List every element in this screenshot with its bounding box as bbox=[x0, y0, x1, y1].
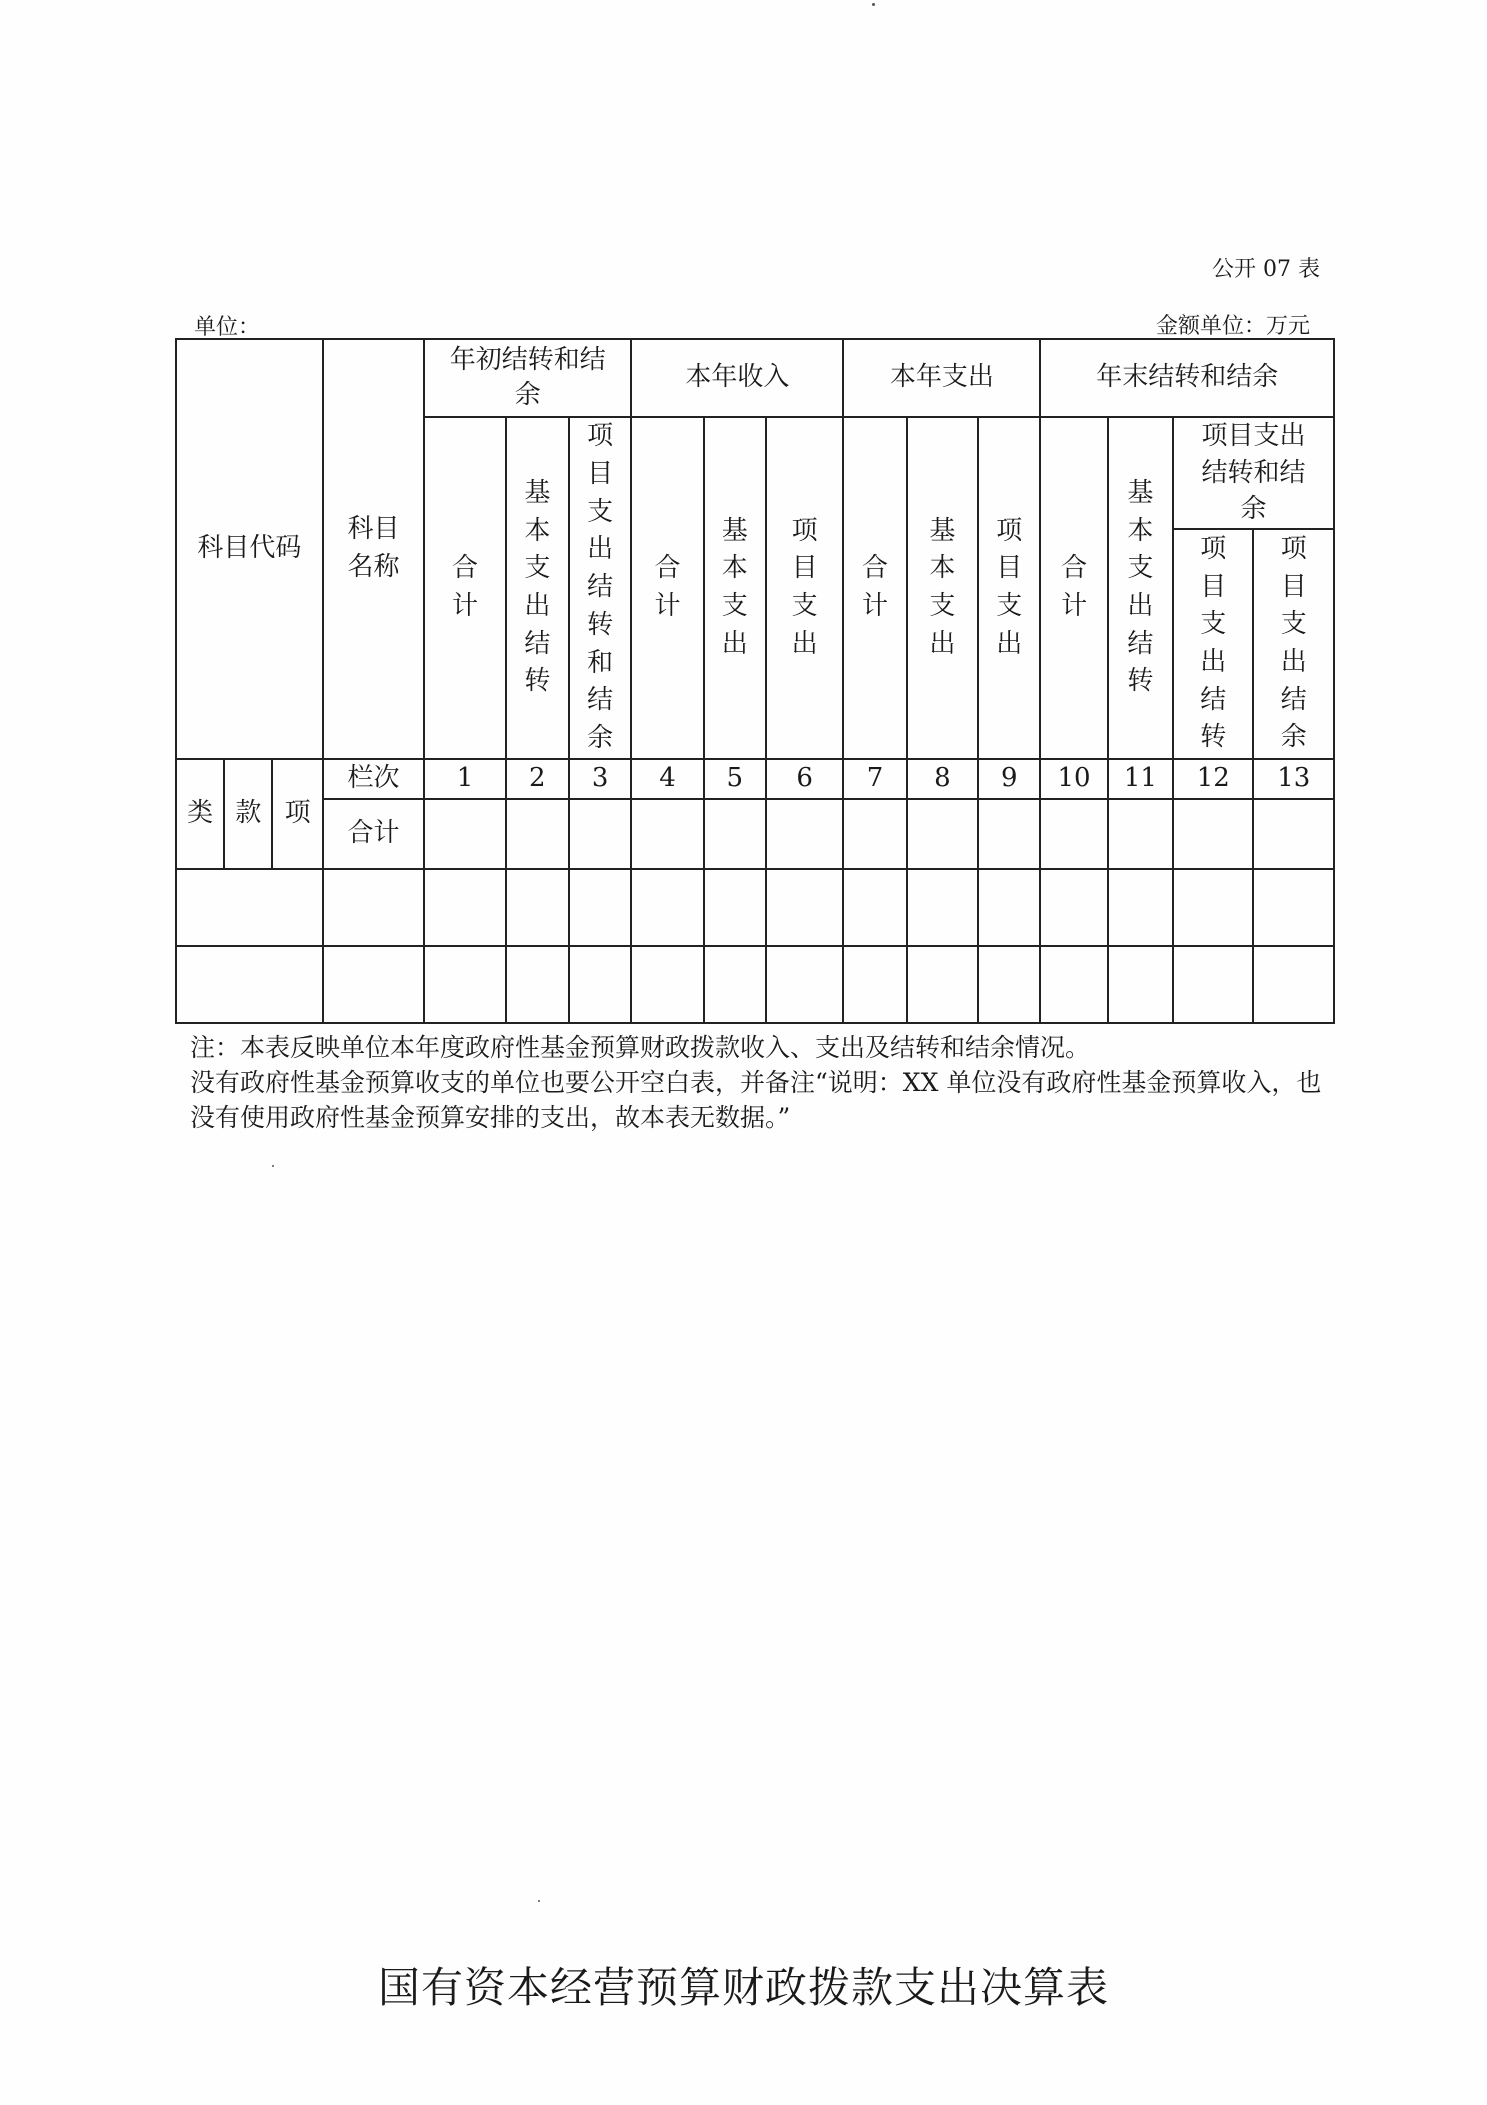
table-cell bbox=[631, 869, 703, 946]
table-cell bbox=[1040, 799, 1107, 869]
column-number: 4 bbox=[631, 759, 703, 799]
table-cell bbox=[569, 799, 631, 869]
table-cell bbox=[1108, 869, 1173, 946]
fund-budget-table bbox=[175, 338, 1335, 1024]
table-cell bbox=[766, 799, 843, 869]
table-cell bbox=[424, 946, 505, 1023]
column-number: 1 bbox=[424, 759, 505, 799]
table-cell bbox=[424, 799, 505, 869]
expense-project-header: 项 目 支 出 bbox=[978, 417, 1040, 759]
unit-label: 单位： bbox=[194, 315, 261, 340]
table-cell bbox=[569, 869, 631, 946]
closing-project-group-header: 项目支出 结转和结 余 bbox=[1173, 417, 1334, 529]
column-number: 12 bbox=[1173, 759, 1253, 799]
table-cell bbox=[843, 946, 906, 1023]
scan-speck bbox=[872, 3, 875, 6]
income-total-header: 合 计 bbox=[631, 417, 703, 759]
table-cell bbox=[1253, 869, 1334, 946]
table-cell bbox=[907, 799, 978, 869]
table-row bbox=[176, 869, 1334, 946]
table-cell bbox=[1040, 869, 1107, 946]
current-expense-header: 本年支出 bbox=[843, 339, 1040, 417]
table-cell bbox=[424, 869, 505, 946]
expense-total-header: 合 计 bbox=[843, 417, 906, 759]
table-cell bbox=[1040, 946, 1107, 1023]
note-line-2: 没有政府性基金预算收支的单位也要公开空白表，并备注“说明：XX 单位没有政府性基金预算收入，也没有使用政府性基金预算安排的支出，故本表无数据。” bbox=[190, 1068, 1322, 1132]
column-number: 10 bbox=[1040, 759, 1107, 799]
table-cell bbox=[176, 869, 323, 946]
table-cell bbox=[907, 869, 978, 946]
table-cell bbox=[704, 946, 766, 1023]
code-section-header: 款 bbox=[224, 759, 272, 869]
column-number: 11 bbox=[1108, 759, 1173, 799]
table-cell bbox=[1173, 799, 1253, 869]
column-number: 13 bbox=[1253, 759, 1334, 799]
table-cell bbox=[1108, 946, 1173, 1023]
expense-basic-header: 基 本 支 出 bbox=[907, 417, 978, 759]
column-number: 2 bbox=[506, 759, 569, 799]
table-cell bbox=[1173, 946, 1253, 1023]
opening-basic-carry-header: 基 本 支 出 结 转 bbox=[506, 417, 569, 759]
table-cell bbox=[766, 946, 843, 1023]
table-cell bbox=[506, 869, 569, 946]
opening-project-carry-balance-header: 项 目 支 出 结 转 和 结 余 bbox=[569, 417, 631, 759]
table-cell bbox=[843, 799, 906, 869]
income-basic-header: 基 本 支 出 bbox=[704, 417, 766, 759]
closing-basic-carry-header: 基 本 支 出 结 转 bbox=[1108, 417, 1173, 759]
table-cell bbox=[569, 946, 631, 1023]
opening-balance-header: 年初结转和结 余 bbox=[424, 339, 631, 417]
subject-code-header: 科目代码 bbox=[176, 339, 323, 759]
note-line-1: 注：本表反映单位本年度政府性基金预算财政拨款收入、支出及结转和结余情况。 bbox=[190, 1033, 1091, 1062]
amount-unit-label: 金额单位：万元 bbox=[1155, 314, 1310, 339]
table-cell bbox=[704, 799, 766, 869]
table-cell bbox=[978, 946, 1040, 1023]
table-cell bbox=[978, 799, 1040, 869]
closing-balance-header: 年末结转和结余 bbox=[1040, 339, 1334, 417]
table-cell bbox=[176, 946, 323, 1023]
scan-speck bbox=[538, 1900, 540, 1902]
table-cell bbox=[907, 946, 978, 1023]
closing-total-header: 合 计 bbox=[1040, 417, 1107, 759]
next-page-title: 国有资本经营预算财政拨款支出决算表 bbox=[377, 1963, 1109, 2012]
column-number: 3 bbox=[569, 759, 631, 799]
table-cell bbox=[1253, 946, 1334, 1023]
closing-project-balance-header: 项 目 支 出 结 余 bbox=[1253, 529, 1334, 759]
table-notes bbox=[190, 1030, 1330, 1135]
column-number-label: 栏次 bbox=[323, 759, 425, 799]
table-cell bbox=[1253, 799, 1334, 869]
code-item-header: 项 bbox=[272, 759, 322, 869]
table-cell bbox=[1108, 799, 1173, 869]
form-code: 公开 07 表 bbox=[1212, 257, 1320, 282]
table-cell bbox=[766, 869, 843, 946]
opening-total-header: 合 计 bbox=[424, 417, 505, 759]
table-cell bbox=[631, 799, 703, 869]
subject-name-header: 科目 名称 bbox=[323, 339, 425, 759]
column-number: 9 bbox=[978, 759, 1040, 799]
table-cell bbox=[323, 869, 425, 946]
current-income-header: 本年收入 bbox=[631, 339, 843, 417]
column-number: 6 bbox=[766, 759, 843, 799]
scan-speck bbox=[272, 1165, 274, 1167]
closing-project-carry-header: 项 目 支 出 结 转 bbox=[1173, 529, 1253, 759]
column-number: 8 bbox=[907, 759, 978, 799]
table-cell bbox=[1173, 869, 1253, 946]
table-cell bbox=[843, 869, 906, 946]
code-class-header: 类 bbox=[176, 759, 224, 869]
total-row-label: 合计 bbox=[323, 799, 425, 869]
table-cell bbox=[978, 869, 1040, 946]
table-cell bbox=[506, 799, 569, 869]
column-number: 7 bbox=[843, 759, 906, 799]
table-cell bbox=[323, 946, 425, 1023]
income-project-header: 项 目 支 出 bbox=[766, 417, 843, 759]
table-cell bbox=[506, 946, 569, 1023]
table-row bbox=[176, 946, 1334, 1023]
column-number: 5 bbox=[704, 759, 766, 799]
table-cell bbox=[631, 946, 703, 1023]
table-cell bbox=[704, 869, 766, 946]
